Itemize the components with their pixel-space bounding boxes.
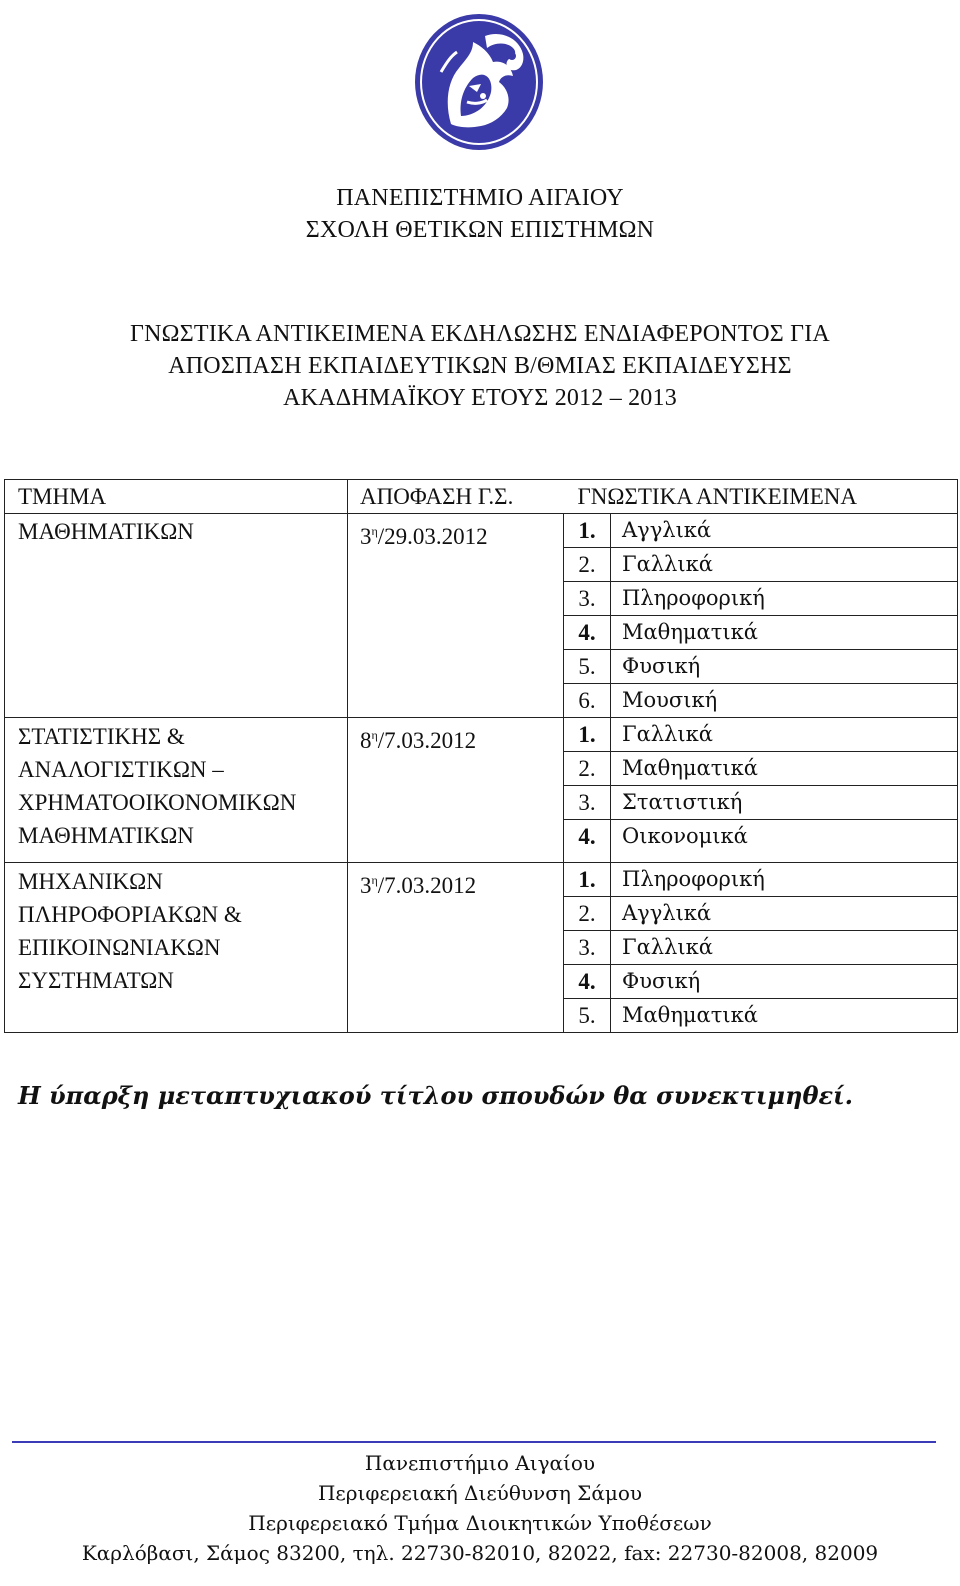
department-cell: [5, 863, 348, 1033]
school-name: ΣΧΟΛΗ ΘΕΤΙΚΩΝ ΕΠΙΣΤΗΜΩΝ: [305, 217, 655, 243]
footer-line-1: Πανεπιστήμιο Αιγαίου: [364, 1451, 596, 1475]
department-name-line: ΣΤΑΤΙΣΤΙΚΗΣ &: [18, 724, 185, 749]
department-cell: [5, 718, 348, 863]
header-department: ΤΜΗΜΑ: [5, 480, 348, 514]
decision-date: /29.03.2012: [377, 524, 488, 549]
subject-name: Πληροφορική: [611, 863, 958, 897]
document-title-line-3: ΑΚΑΔΗΜΑΪΚΟΥ ΕΤΟΥΣ 2012 – 2013: [283, 385, 677, 411]
footer-line-2: Περιφερειακή Διεύθυνση Σάμου: [317, 1481, 643, 1505]
subject-name: Μουσική: [611, 684, 958, 718]
decision-cell: [348, 718, 564, 863]
decision-date: /7.03.2012: [377, 873, 477, 898]
subject-name: Αγγλικά: [611, 514, 958, 548]
subject-number: 1.: [564, 514, 611, 548]
subject-number: 3.: [564, 582, 611, 616]
department-name-line: ΠΛΗΡΟΦΟΡΙΑΚΩΝ &: [18, 902, 242, 927]
subject-name: Φυσική: [611, 965, 958, 999]
subject-number: 3.: [564, 786, 611, 820]
header-subjects: ΓΝΩΣΤΙΚΑ ΑΝΤΙΚΕΙΜΕΝΑ: [564, 480, 958, 514]
footer-divider: [12, 1441, 936, 1443]
footer-contact-line: Καρλόβασι, Σάμος 83200, τηλ. 22730-82010, 82022, fax: 22730-82008, 82009: [81, 1541, 879, 1565]
subject-name: Φυσική: [611, 650, 958, 684]
decision-number: 3: [360, 524, 372, 549]
subject-name: Οικονομικά: [611, 820, 958, 863]
subject-number: 4.: [564, 965, 611, 999]
subject-number: 1.: [564, 863, 611, 897]
table-row: [5, 863, 958, 897]
subject-name: Αγγλικά: [611, 897, 958, 931]
subject-number: 5.: [564, 999, 611, 1033]
table-row: [5, 718, 958, 752]
document-title-line-1: ΓΝΩΣΤΙΚΑ ΑΝΤΙΚΕΙΜΕΝΑ ΕΚΔΗΛΩΣΗΣ ΕΝΔΙΑΦΕΡΟΝΤΟΣ ΓΙΑ: [130, 321, 830, 347]
department-name-line: ΑΝΑΛΟΓΙΣΤΙΚΩΝ –: [18, 757, 224, 782]
department-name-line: ΕΠΙΚΟΙΝΩΝΙΑΚΩΝ: [18, 935, 221, 960]
subject-name: Γαλλικά: [611, 548, 958, 582]
subject-name: Πληροφορική: [611, 582, 958, 616]
decision-ordinal: η: [371, 873, 378, 887]
decision-number: 8: [360, 728, 372, 753]
table-header-row: [5, 480, 958, 514]
department-name-line: ΣΥΣΤΗΜΑΤΩΝ: [18, 968, 174, 993]
decision-ordinal: η: [371, 728, 378, 742]
postgraduate-note: Η ύπαρξη μεταπτυχιακού τίτλου σπουδών θα συνεκτιμηθεί.: [18, 1081, 854, 1110]
subjects-table: [4, 479, 958, 1033]
subject-number: 6.: [564, 684, 611, 718]
university-seal-logo: [411, 12, 547, 152]
subject-number: 3.: [564, 931, 611, 965]
subject-number: 2.: [564, 548, 611, 582]
subject-name: Στατιστική: [611, 786, 958, 820]
subject-name: Μαθηματικά: [611, 616, 958, 650]
decision-date: /7.03.2012: [377, 728, 477, 753]
decision-cell: [348, 863, 564, 1033]
subject-name: Γαλλικά: [611, 931, 958, 965]
subject-name: Γαλλικά: [611, 718, 958, 752]
subject-name: Μαθηματικά: [611, 999, 958, 1033]
department-name-line: ΧΡΗΜΑΤΟΟΙΚΟΝΟΜΙΚΩΝ: [18, 790, 297, 815]
subject-number: 4.: [564, 820, 611, 863]
department-cell: [5, 514, 348, 718]
subject-number: 5.: [564, 650, 611, 684]
subject-number: 1.: [564, 718, 611, 752]
subject-number: 2.: [564, 752, 611, 786]
decision-ordinal: η: [371, 524, 378, 538]
decision-cell: [348, 514, 564, 718]
document-title-line-2: ΑΠΟΣΠΑΣΗ ΕΚΠΑΙΔΕΥΤΙΚΩΝ Β/ΘΜΙΑΣ ΕΚΠΑΙΔΕΥΣΗΣ: [168, 353, 792, 379]
subject-name: Μαθηματικά: [611, 752, 958, 786]
header-decision: ΑΠΟΦΑΣΗ Γ.Σ.: [348, 480, 564, 514]
university-name: ΠΑΝΕΠΙΣΤΗΜΙΟ ΑΙΓΑΙΟΥ: [336, 185, 624, 211]
department-name-line: ΜΑΘΗΜΑΤΙΚΩΝ: [18, 823, 194, 848]
footer-line-3: Περιφερειακό Τμήμα Διοικητικών Υποθέσεων: [248, 1511, 712, 1535]
decision-number: 3: [360, 873, 372, 898]
subject-number: 2.: [564, 897, 611, 931]
subject-number: 4.: [564, 616, 611, 650]
table-row: [5, 514, 958, 548]
department-name-line: ΜΗΧΑΝΙΚΩΝ: [18, 869, 163, 894]
department-name: ΜΑΘΗΜΑΤΙΚΩΝ: [18, 519, 194, 544]
